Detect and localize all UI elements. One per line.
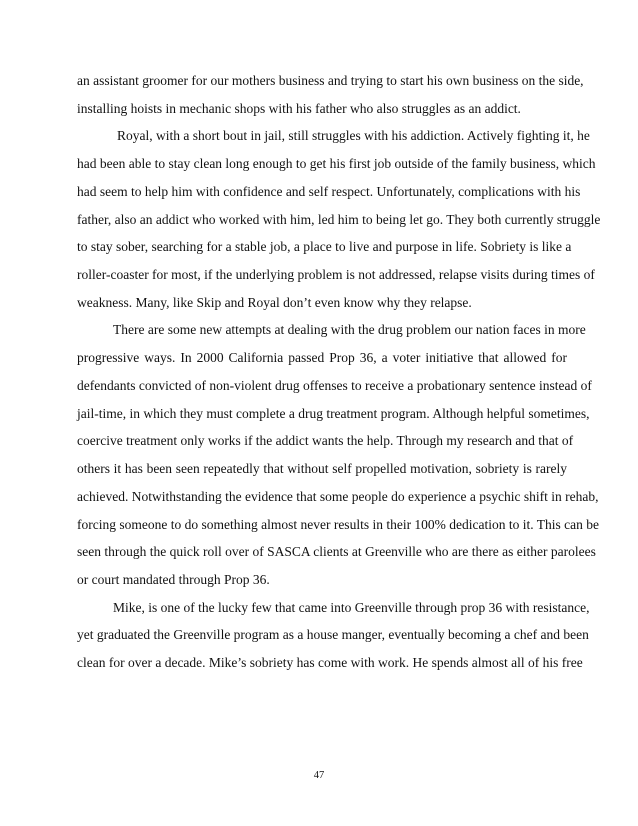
text-line: to stay sober, searching for a stable job, a place to live and purpose in life. Sobriety is like a	[77, 239, 572, 255]
text-line: an assistant groomer for our mothers business and trying to start his own business on the side,	[77, 73, 584, 88]
paragraph-first-line: Royal, with a short bout in jail, still struggles with his addiction. Actively fighting it, he	[117, 128, 590, 144]
text-line: yet graduated the Greenville program as a house manger, eventually becoming a chef and been	[77, 627, 589, 643]
text-line: jail-time, in which they must complete a drug treatment program. Although helpful sometimes,	[77, 405, 590, 421]
text-line: forcing someone to do something almost never results in their 100% dedication to it. This can be	[77, 516, 600, 532]
text-line: or court mandated through Prop 36.	[77, 571, 270, 587]
text-line: defendants convicted of non-violent drug offenses to receive a probationary sentence instead of	[77, 377, 592, 393]
text-line: progressive ways. In 2000 California passed Prop 36, a voter initiative that allowed for	[77, 350, 567, 366]
text-line: seen through the quick roll over of SASCA clients at Greenville who are there as either parolees	[77, 544, 596, 560]
text-line: installing hoists in mechanic shops with his father who also struggles as an addict.	[77, 100, 521, 116]
paragraph-first-line: Mike, is one of the lucky few that came into Greenville through prop 36 with resistance,	[113, 599, 590, 615]
text-line: father, also an addict who worked with him, led him to being let go. They both currently struggle	[77, 211, 601, 227]
page-number: 47	[313, 770, 325, 781]
text-line: coercive treatment only works if the addict wants the help. Through my research and that of	[77, 433, 574, 449]
text-line: clean for over a decade. Mike’s sobriety has come with work. He spends almost all of his free	[77, 655, 583, 671]
text-line: others it has been seen repeatedly that without self propelled motivation, sobriety is rarely	[77, 461, 567, 477]
text-line: had been able to stay clean long enough to get his first job outside of the family business, which	[77, 156, 596, 172]
text-line: had seem to help him with confidence and self respect. Unfortunately, complications with his	[77, 183, 581, 199]
text-line: roller-coaster for most, if the underlying problem is not addressed, relapse visits during times of	[77, 267, 595, 283]
paragraph-first-line: There are some new attempts at dealing with the drug problem our nation faces in more	[113, 322, 586, 338]
text-line: achieved. Notwithstanding the evidence that some people do experience a psychic shift in rehab,	[77, 488, 599, 504]
text-line: weakness. Many, like Skip and Royal don’t even know why they relapse.	[77, 294, 472, 310]
body-text	[77, 67, 601, 677]
